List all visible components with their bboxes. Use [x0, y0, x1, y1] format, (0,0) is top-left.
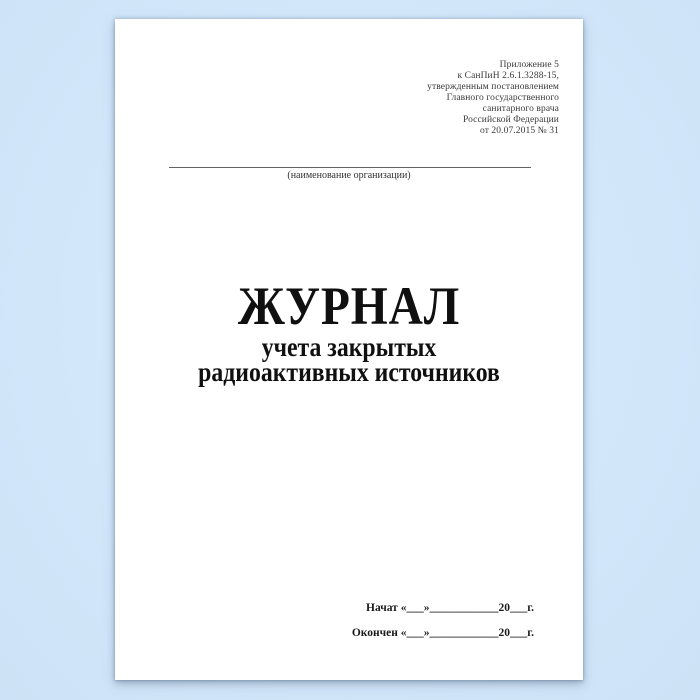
- appendix-line-7: от 20.07.2015 № 31: [479, 126, 559, 136]
- journal-subtitle-line1: учета закрытых: [261, 332, 437, 362]
- appendix-line-1: Приложение 5: [499, 60, 559, 70]
- finished-date-line: Окончен «___»____________20___г.: [351, 627, 534, 639]
- appendix-line-5: санитарного врача: [482, 104, 559, 114]
- appendix-line-6: Российской Федерации: [462, 115, 559, 125]
- started-date-line: Начат «___»____________20___г.: [366, 602, 534, 614]
- journal-subtitle-line2: радиоактивных источников: [198, 357, 500, 387]
- appendix-line-4: Главного государственного: [446, 93, 559, 103]
- appendix-line-2: к СанПиН 2.6.1.3288-15,: [457, 71, 559, 81]
- organization-name-blank-line: [169, 167, 531, 168]
- journal-title: ЖУРНАЛ: [237, 276, 461, 336]
- dates-block: [352, 596, 534, 646]
- journal-cover-page: [115, 19, 583, 680]
- appendix-line-3: утвержденным постановлением: [427, 82, 559, 92]
- title-block: [143, 277, 555, 385]
- appendix-reference-block: [427, 60, 559, 137]
- organization-name-caption: (наименование организации): [287, 170, 411, 181]
